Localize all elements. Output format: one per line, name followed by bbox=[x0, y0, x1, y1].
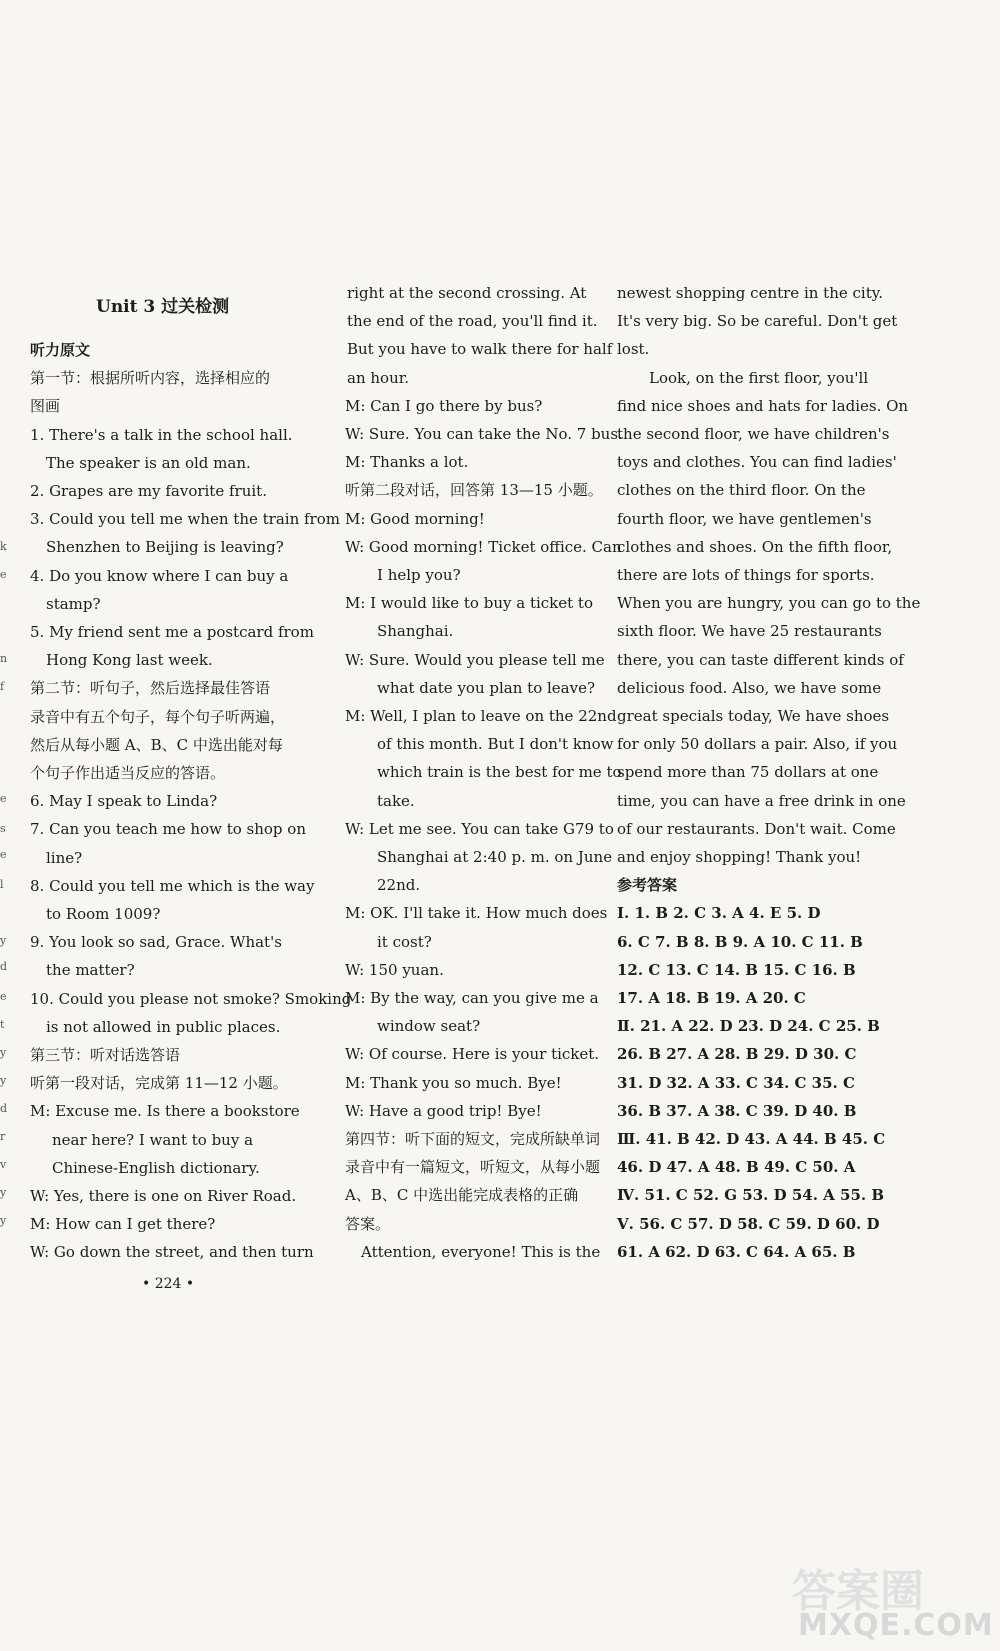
edge-fragment: v bbox=[0, 1158, 7, 1171]
col1-line: Hong Kong last week. bbox=[46, 651, 213, 670]
col3-line: 31. D 32. A 33. C 34. C 35. C bbox=[617, 1073, 855, 1092]
col2-line: window seat? bbox=[377, 1017, 481, 1036]
col1-line: 5. My friend sent me a postcard from bbox=[30, 623, 314, 641]
edge-fragment: t bbox=[0, 1018, 5, 1031]
col1-line: M: Excuse me. Is there a bookstore bbox=[30, 1102, 300, 1121]
col1-line: 10. Could you please not smoke? Smoking bbox=[30, 989, 352, 1008]
col1-line: to Room 1009? bbox=[46, 905, 161, 923]
edge-fragment: r bbox=[0, 1130, 6, 1143]
col1-line: stamp? bbox=[46, 594, 101, 613]
col1-line: the matter? bbox=[46, 961, 135, 980]
col2-line: right at the second crossing. At bbox=[347, 284, 587, 302]
col1-line: 2. Grapes are my favorite fruit. bbox=[30, 482, 267, 500]
col3-line: Look, on the first floor, you'll bbox=[649, 368, 869, 387]
col2-line: Attention, everyone! This is the bbox=[361, 1242, 601, 1261]
col2-line: the end of the road, you'll find it. bbox=[347, 312, 598, 331]
col2-line: W: Of course. Here is your ticket. bbox=[345, 1045, 600, 1064]
col3-line: lost. bbox=[617, 340, 650, 359]
col3-line: 61. A 62. D 63. C 64. A 65. B bbox=[617, 1242, 856, 1261]
col3-line: 参考答案 bbox=[617, 876, 678, 895]
col3-line: of our restaurants. Don't wait. Come bbox=[617, 819, 896, 838]
edge-fragment: d bbox=[0, 1102, 8, 1115]
col2-line: W: Good morning! Ticket office. Can bbox=[345, 537, 622, 556]
col3-line: Ⅱ. 21. A 22. D 23. D 24. C 25. B bbox=[617, 1017, 880, 1036]
watermark-logo: 答案圈 bbox=[792, 1566, 924, 1617]
col3-line: great specials today, We have shoes bbox=[617, 707, 890, 725]
col3-line: 17. A 18. B 19. A 20. C bbox=[617, 989, 806, 1007]
col2-line: which train is the best for me to bbox=[377, 763, 622, 782]
col3-line: toys and clothes. You can find ladies' bbox=[617, 453, 897, 472]
col1-line: 图画 bbox=[30, 397, 61, 416]
col2-line: what date you plan to leave? bbox=[377, 678, 595, 697]
col3-line: fourth floor, we have gentlemen's bbox=[617, 509, 872, 528]
col2-line: 答案。 bbox=[345, 1214, 391, 1233]
col2-line: M: Thank you so much. Bye! bbox=[345, 1073, 562, 1092]
col1-line: 3. Could you tell me when the train from bbox=[30, 510, 340, 529]
col3-line: and enjoy shopping! Thank you! bbox=[617, 848, 862, 866]
col3-line: find nice shoes and hats for ladies. On bbox=[617, 396, 909, 415]
col2-line: W: Sure. You can take the No. 7 bus. bbox=[345, 425, 623, 443]
col2-line: 录音中有一篇短文，听短文，从每小题 bbox=[345, 1158, 601, 1177]
col2-line: 22nd. bbox=[377, 876, 421, 895]
col2-line: an hour. bbox=[347, 368, 410, 387]
col2-line: of this month. But I don't know bbox=[377, 735, 614, 754]
col1-line: M: How can I get there? bbox=[30, 1215, 216, 1234]
edge-fragment: y bbox=[0, 934, 7, 947]
col2-line: take. bbox=[377, 791, 415, 810]
col2-line: But you have to walk there for half bbox=[347, 340, 613, 359]
col1-line: 第一节：根据所听内容，选择相应的 bbox=[30, 369, 271, 388]
col1-line: 7. Can you teach me how to shop on bbox=[30, 820, 306, 839]
edge-fragment: y bbox=[0, 1214, 7, 1227]
column-2 bbox=[345, 0, 635, 1651]
col3-line: the second floor, we have children's bbox=[617, 425, 890, 443]
col3-line: spend more than 75 dollars at one bbox=[617, 763, 879, 782]
edge-fragment: n bbox=[0, 652, 8, 665]
edge-fragment: k bbox=[0, 540, 7, 553]
edge-fragment: f bbox=[0, 680, 5, 693]
col3-line: 6. C 7. B 8. B 9. A 10. C 11. B bbox=[617, 932, 863, 951]
edge-fragment: e bbox=[0, 848, 7, 861]
col1-line: 4. Do you know where I can buy a bbox=[30, 566, 289, 585]
col2-line: M: I would like to buy a ticket to bbox=[345, 594, 593, 613]
col3-line: Ⅲ. 41. B 42. D 43. A 44. B 45. C bbox=[617, 1130, 886, 1148]
col3-line: delicious food. Also, we have some bbox=[617, 678, 882, 697]
col1-line: 8. Could you tell me which is the way bbox=[30, 876, 315, 895]
page-number: • 224 • bbox=[142, 1276, 195, 1292]
edge-fragment: e bbox=[0, 792, 7, 805]
col2-line: A、B、C 中选出能完成表格的正确 bbox=[345, 1186, 579, 1205]
col3-line: Ⅳ. 51. C 52. G 53. D 54. A 55. B bbox=[617, 1186, 885, 1205]
col1-line: Chinese-English dictionary. bbox=[52, 1158, 260, 1177]
col1-line: 第三节：听对话选答语 bbox=[30, 1046, 181, 1064]
col3-line: clothes and shoes. On the fifth floor, bbox=[617, 537, 893, 556]
watermark-site: MXQE.COM bbox=[798, 1608, 994, 1643]
col1-line: 1. There's a talk in the school hall. bbox=[30, 425, 293, 444]
col1-line: Unit 3 过关检测 bbox=[96, 297, 230, 317]
col1-line: near here? I want to buy a bbox=[52, 1130, 254, 1149]
col1-line: W: Yes, there is one on River Road. bbox=[30, 1187, 297, 1205]
col3-line: When you are hungry, you can go to the bbox=[617, 594, 921, 613]
col3-line: Ⅴ. 56. C 57. D 58. C 59. D 60. D bbox=[617, 1214, 880, 1233]
col2-line: M: Thanks a lot. bbox=[345, 453, 469, 472]
col3-line: there, you can taste different kinds of bbox=[617, 650, 904, 669]
edge-fragment: y bbox=[0, 1046, 7, 1059]
col1-line: Shenzhen to Beijing is leaving? bbox=[46, 538, 284, 557]
edge-fragment: s bbox=[0, 822, 6, 835]
col1-line: The speaker is an old man. bbox=[46, 453, 251, 472]
edge-fragment: l bbox=[0, 878, 4, 891]
column-1 bbox=[30, 0, 352, 1651]
col3-line: there are lots of things for sports. bbox=[617, 566, 875, 584]
col2-line: 第四节：听下面的短文，完成所缺单词 bbox=[345, 1130, 601, 1148]
edge-fragment: y bbox=[0, 1074, 7, 1087]
col3-line: 26. B 27. A 28. B 29. D 30. C bbox=[617, 1045, 857, 1064]
edge-fragment: e bbox=[0, 568, 7, 581]
col2-line: M: Good morning! bbox=[345, 509, 485, 528]
col1-line: 第二节：听句子，然后选择最佳答语 bbox=[30, 679, 271, 698]
col2-line: 听第二段对话，回答第 13—15 小题。 bbox=[345, 481, 603, 500]
col3-line: It's very big. So be careful. Don't get bbox=[617, 312, 898, 331]
col1-line: 9. You look so sad, Grace. What's bbox=[30, 933, 282, 952]
col2-line: M: By the way, can you give me a bbox=[345, 989, 599, 1007]
col2-line: M: Well, I plan to leave on the 22nd bbox=[345, 707, 617, 725]
col1-line: 6. May I speak to Linda? bbox=[30, 792, 218, 811]
col3-line: sixth floor. We have 25 restaurants bbox=[617, 622, 882, 641]
col1-line: line? bbox=[46, 848, 83, 867]
col1-line: 个句子作出适当反应的答语。 bbox=[30, 764, 226, 782]
col3-line: newest shopping centre in the city. bbox=[617, 284, 883, 302]
left-edge-fragments bbox=[0, 0, 14, 1651]
col2-line: W: Let me see. You can take G79 to bbox=[345, 819, 614, 838]
col3-line: time, you can have a free drink in one bbox=[617, 791, 906, 810]
col2-line: Shanghai. bbox=[377, 622, 454, 641]
col2-line: it cost? bbox=[377, 932, 432, 951]
edge-fragment: d bbox=[0, 960, 8, 973]
edge-fragment: e bbox=[0, 990, 7, 1003]
col2-line: W: Sure. Would you please tell me bbox=[345, 650, 605, 669]
watermark bbox=[792, 1555, 994, 1643]
col1-line: 听力原文 bbox=[30, 341, 91, 359]
col2-line: W: Have a good trip! Bye! bbox=[345, 1101, 542, 1120]
col3-line: for only 50 dollars a pair. Also, if you bbox=[617, 735, 898, 754]
col1-line: 录音中有五个句子，每个句子听两遍， bbox=[30, 707, 286, 726]
col2-line: W: 150 yuan. bbox=[345, 960, 444, 979]
col1-line: is not allowed in public places. bbox=[46, 1017, 281, 1036]
col3-line: 36. B 37. A 38. C 39. D 40. B bbox=[617, 1101, 857, 1120]
col2-line: I help you? bbox=[377, 566, 461, 584]
col2-line: M: OK. I'll take it. How much does bbox=[345, 904, 608, 923]
edge-fragment: y bbox=[0, 1186, 7, 1199]
col3-line: Ⅰ. 1. B 2. C 3. A 4. E 5. D bbox=[617, 904, 821, 923]
col3-line: 46. D 47. A 48. B 49. C 50. A bbox=[617, 1158, 856, 1177]
col3-line: 12. C 13. C 14. B 15. C 16. B bbox=[617, 960, 856, 979]
col1-line: W: Go down the street, and then turn bbox=[30, 1243, 314, 1262]
column-3 bbox=[617, 0, 937, 1651]
col1-line: 听第一段对话，完成第 11—12 小题。 bbox=[30, 1074, 288, 1093]
col1-line: 然后从每小题 A、B、C 中选出能对每 bbox=[30, 735, 283, 754]
col2-line: M: Can I go there by bus? bbox=[345, 396, 543, 415]
col2-line: Shanghai at 2:40 p. m. on June bbox=[377, 848, 613, 866]
col3-line: clothes on the third floor. On the bbox=[617, 481, 866, 500]
